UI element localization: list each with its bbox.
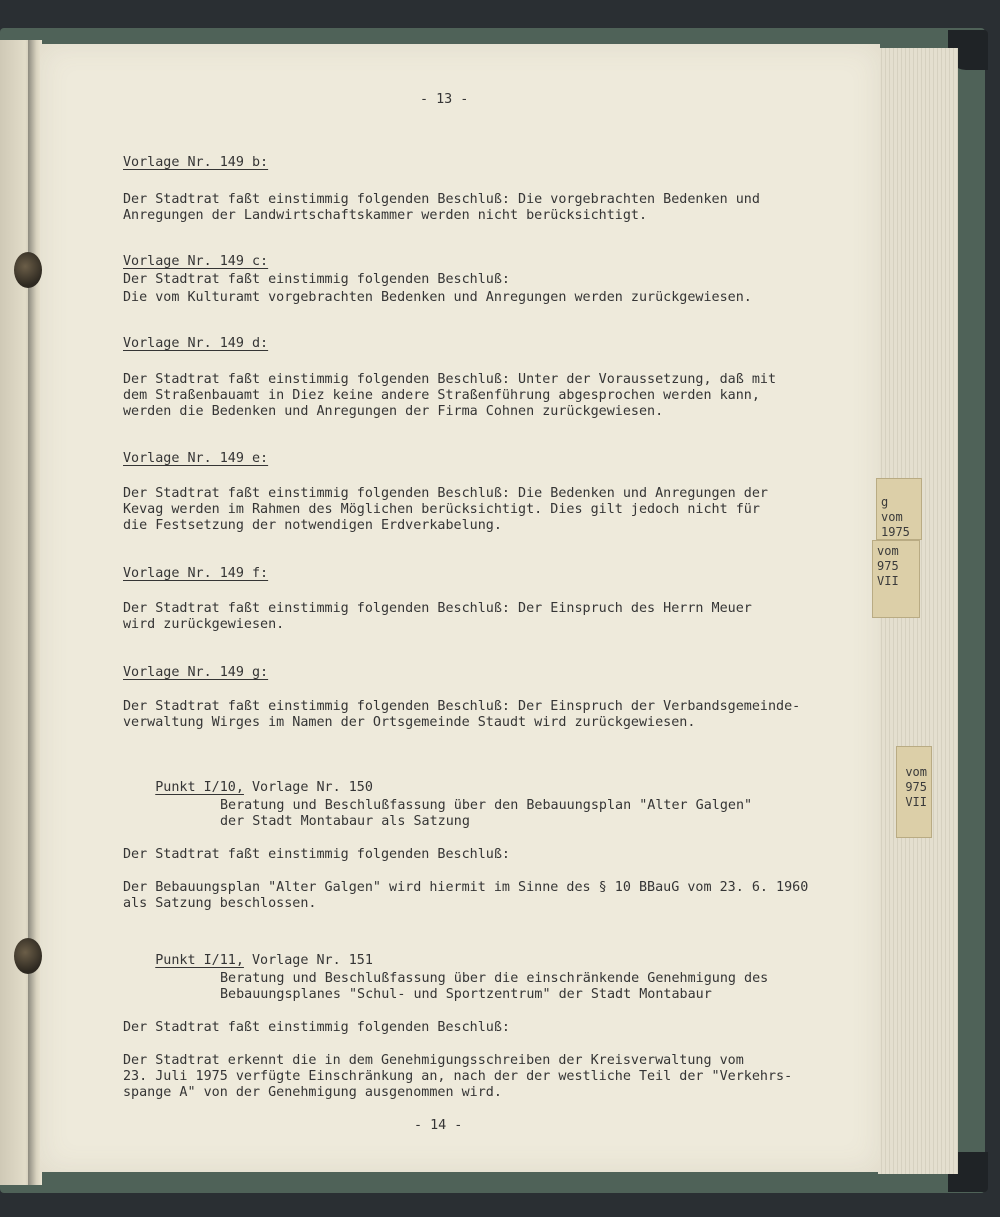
index-tab-2-line-1: vom (877, 544, 899, 558)
vorlage-149f-line-1: Der Stadtrat faßt einstimmig folgenden Beschluß: Der Einspruch des Herrn Meuer (123, 601, 752, 616)
vorlage-149b-line-1: Der Stadtrat faßt einstimmig folgenden Beschluß: Die vorgebrachten Bedenken und (123, 192, 760, 207)
vorlage-149e-line-3: die Festsetzung der notwendigen Erdverkabelung. (123, 518, 502, 533)
binder-ring-top (14, 252, 42, 288)
punkt-10-subject-line-1: Beratung und Beschlußfassung über den Bebauungsplan "Alter Galgen" (220, 798, 753, 813)
index-tab-3-line-1: vom (905, 765, 927, 779)
index-tab-2-line-3: VII (877, 574, 899, 588)
vorlage-149d-heading: Vorlage Nr. 149 d: (123, 336, 269, 351)
vorlage-149c-line-2: Die vom Kulturamt vorgebrachten Bedenken und Anregungen werden zurückgewiesen. (123, 290, 752, 305)
punkt-11-subject-line-1: Beratung und Beschlußfassung über die einschränkende Genehmigung des (220, 971, 769, 986)
vorlage-149g-line-1: Der Stadtrat faßt einstimmig folgenden Beschluß: Der Einspruch der Verbandsgemeinde- (123, 699, 801, 714)
index-tab-3[interactable] (896, 746, 932, 838)
index-tab-2-line-2: 975 (877, 559, 899, 573)
binder-ring-bottom (14, 938, 42, 974)
punkt-11-vorlage: Vorlage Nr. 151 (243, 953, 373, 968)
punkt-11-intro: Der Stadtrat faßt einstimmig folgenden Beschluß: (123, 1020, 510, 1035)
index-tab-3-line-3: VII (905, 795, 927, 809)
punkt-11-subject-line-2: Bebauungsplanes "Schul- und Sportzentrum" der Stadt Montabaur (220, 987, 712, 1002)
vorlage-149c-line-1: Der Stadtrat faßt einstimmig folgenden Beschluß: (123, 272, 510, 287)
punkt-10-subject-line-2: der Stadt Montabaur als Satzung (220, 814, 470, 829)
page-number-top: - 13 - (420, 92, 469, 107)
index-tab-2[interactable] (872, 540, 920, 618)
vorlage-149b-line-2: Anregungen der Landwirtschaftskammer werden nicht berücksichtigt. (123, 208, 648, 223)
vorlage-149b-heading: Vorlage Nr. 149 b: (123, 155, 269, 170)
index-tab-1[interactable] (876, 478, 922, 540)
vorlage-149e-heading: Vorlage Nr. 149 e: (123, 451, 269, 466)
punkt-11-line-2: 23. Juli 1975 verfügte Einschränkung an, nach der der westliche Teil der "Verkehrs- (123, 1069, 793, 1084)
vorlage-149d-line-3: werden die Bedenken und Anregungen der Firma Cohnen zurückgewiesen. (123, 404, 664, 419)
vorlage-149g-heading: Vorlage Nr. 149 g: (123, 665, 269, 680)
punkt-11-line-3: spange A" von der Genehmigung ausgenommen wird. (123, 1085, 502, 1100)
index-tab-1-line-1: g vom (881, 495, 903, 524)
vorlage-149d-line-2: dem Straßenbauamt in Diez keine andere Straßenführung abgesprochen werden kann, (123, 388, 760, 403)
punkt-10-line-1: Der Bebauungsplan "Alter Galgen" wird hiermit im Sinne des § 10 BBauG vom 23. 6. 1960 (123, 880, 809, 895)
punkt-10-vorlage: Vorlage Nr. 150 (243, 780, 373, 795)
punkt-11-label: Punkt I/11, (155, 953, 244, 968)
punkt-10-intro: Der Stadtrat faßt einstimmig folgenden Beschluß: (123, 847, 510, 862)
vorlage-149d-line-1: Der Stadtrat faßt einstimmig folgenden Beschluß: Unter der Voraussetzung, daß mit (123, 372, 777, 387)
vorlage-149g-line-2: verwaltung Wirges im Namen der Ortsgemeinde Staudt wird zurückgewiesen. (123, 715, 696, 730)
vorlage-149f-heading: Vorlage Nr. 149 f: (123, 566, 269, 581)
punkt-10-line-2: als Satzung beschlossen. (123, 896, 317, 911)
vorlage-149e-line-1: Der Stadtrat faßt einstimmig folgenden Beschluß: Die Bedenken und Anregungen der (123, 486, 768, 501)
vorlage-149c-heading: Vorlage Nr. 149 c: (123, 254, 269, 269)
vorlage-149e-line-2: Kevag werden im Rahmen des Möglichen berücksichtigt. Dies gilt jedoch nicht für (123, 502, 760, 517)
index-tab-1-line-2: 1975 (881, 525, 910, 539)
punkt-10-label: Punkt I/10, (155, 780, 244, 795)
index-tab-3-line-2: 975 (905, 780, 927, 794)
vorlage-149f-line-2: wird zurückgewiesen. (123, 617, 285, 632)
page-number-bottom: - 14 - (414, 1118, 463, 1133)
punkt-11-line-1: Der Stadtrat erkennt die in dem Genehmigungsschreiben der Kreisverwaltung vom (123, 1053, 744, 1068)
